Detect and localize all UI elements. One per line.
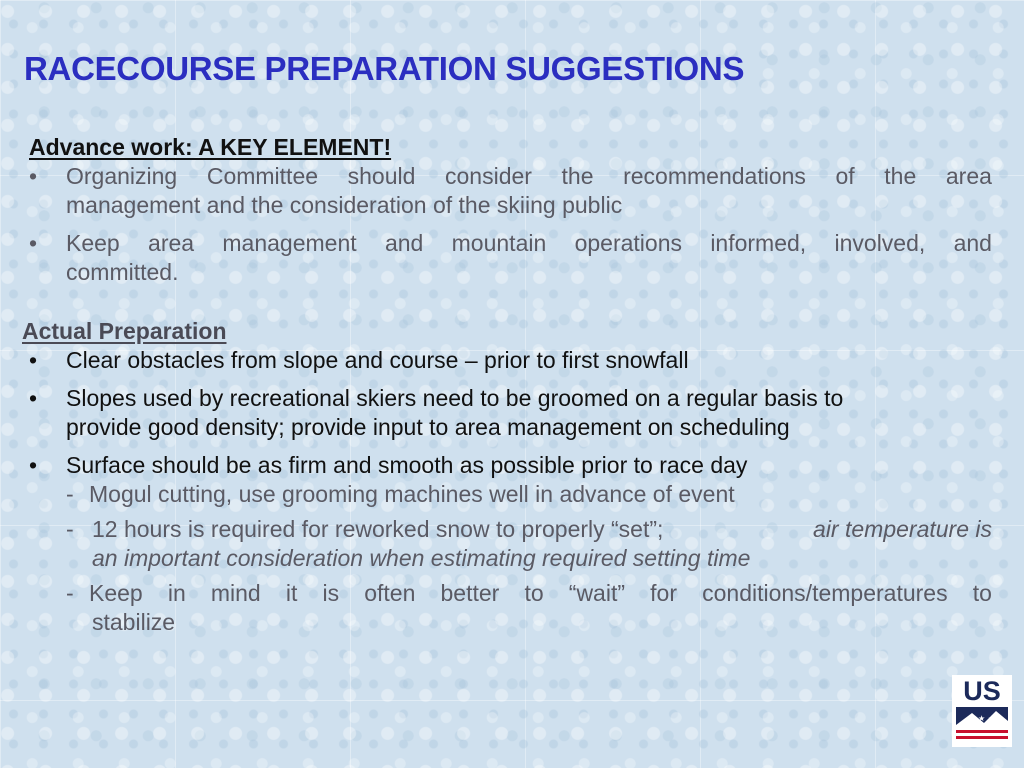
subitem-dash: -: [66, 516, 74, 542]
subitem-3-line-2: stabilize: [92, 609, 176, 635]
advance-bullet-2-line-1: [66, 230, 992, 257]
word: to: [972, 580, 992, 606]
word: mountain: [451, 230, 547, 256]
subitem-1-line-1: Mogul cutting, use grooming machines well in advance of event: [89, 481, 735, 507]
advance-bullet-1-line-1: [66, 163, 992, 190]
word: consider: [445, 163, 532, 189]
actual-bullet-2-line-2: provide good density; provide input to area management on scheduling: [66, 414, 790, 440]
bullet-glyph: •: [29, 347, 38, 373]
advance-bullet-1-line-2: management and the consideration of the skiing public: [66, 192, 623, 218]
word: the: [561, 163, 594, 189]
word: area: [945, 163, 992, 189]
us-ski-team-logo: [952, 675, 1012, 747]
page-title: RACECOURSE PREPARATION SUGGESTIONS: [24, 50, 745, 87]
word: often: [364, 580, 416, 606]
svg-text:★: ★: [978, 714, 986, 723]
word: the: [884, 163, 917, 189]
word: Committee: [206, 163, 319, 189]
subitem-2-line-1-plain: 12 hours is required for reworked snow to properly “set”;: [92, 516, 664, 542]
word: should: [347, 163, 416, 189]
word: better: [440, 580, 500, 606]
svg-text:★: ★: [968, 714, 976, 723]
subitem-2-line-1: [92, 516, 992, 543]
bullet-glyph: •: [29, 452, 38, 478]
section-heading-advance-work: Advance work: A KEY ELEMENT!: [29, 134, 392, 160]
word: it: [285, 580, 298, 606]
actual-bullet-2-line-1: Slopes used by recreational skiers need to be groomed on a regular basis to: [66, 385, 844, 411]
bullet-glyph: •: [29, 230, 38, 256]
word: in: [167, 580, 186, 606]
word: conditions/temperatures: [702, 580, 948, 606]
word: Keep: [66, 230, 120, 256]
bullet-glyph: •: [29, 385, 38, 411]
subitem-2-line-2: an important consideration when estimating required setting time: [92, 545, 751, 571]
section-heading-actual-preparation: Actual Preparation: [22, 318, 227, 344]
word: to: [524, 580, 544, 606]
word: management: [222, 230, 357, 256]
word: Organizing: [66, 163, 178, 189]
svg-text:★: ★: [988, 714, 996, 723]
bullet-glyph: •: [29, 163, 38, 189]
word: is: [322, 580, 340, 606]
subitem-2-line-1-italic: air temperature is: [813, 516, 992, 542]
word: of: [835, 163, 855, 189]
subitem-dash: -: [66, 481, 74, 507]
actual-bullet-1-line-1: Clear obstacles from slope and course – prior to first snowfall: [66, 347, 689, 373]
word: “wait”: [568, 580, 626, 606]
subitem-3-line-1: [89, 580, 992, 607]
word: Keep: [89, 580, 143, 606]
word: and: [953, 230, 992, 256]
subitem-dash: -: [66, 580, 74, 606]
actual-bullet-3-line-1: Surface should be as firm and smooth as possible prior to race day: [66, 452, 748, 478]
word: recommendations: [623, 163, 806, 189]
word: involved,: [834, 230, 926, 256]
word: informed,: [710, 230, 807, 256]
word: for: [650, 580, 677, 606]
word: area: [148, 230, 195, 256]
word: mind: [210, 580, 261, 606]
advance-bullet-2-line-2: committed.: [66, 259, 179, 285]
word: operations: [574, 230, 682, 256]
logo-text: US: [963, 676, 1001, 706]
word: and: [384, 230, 424, 256]
